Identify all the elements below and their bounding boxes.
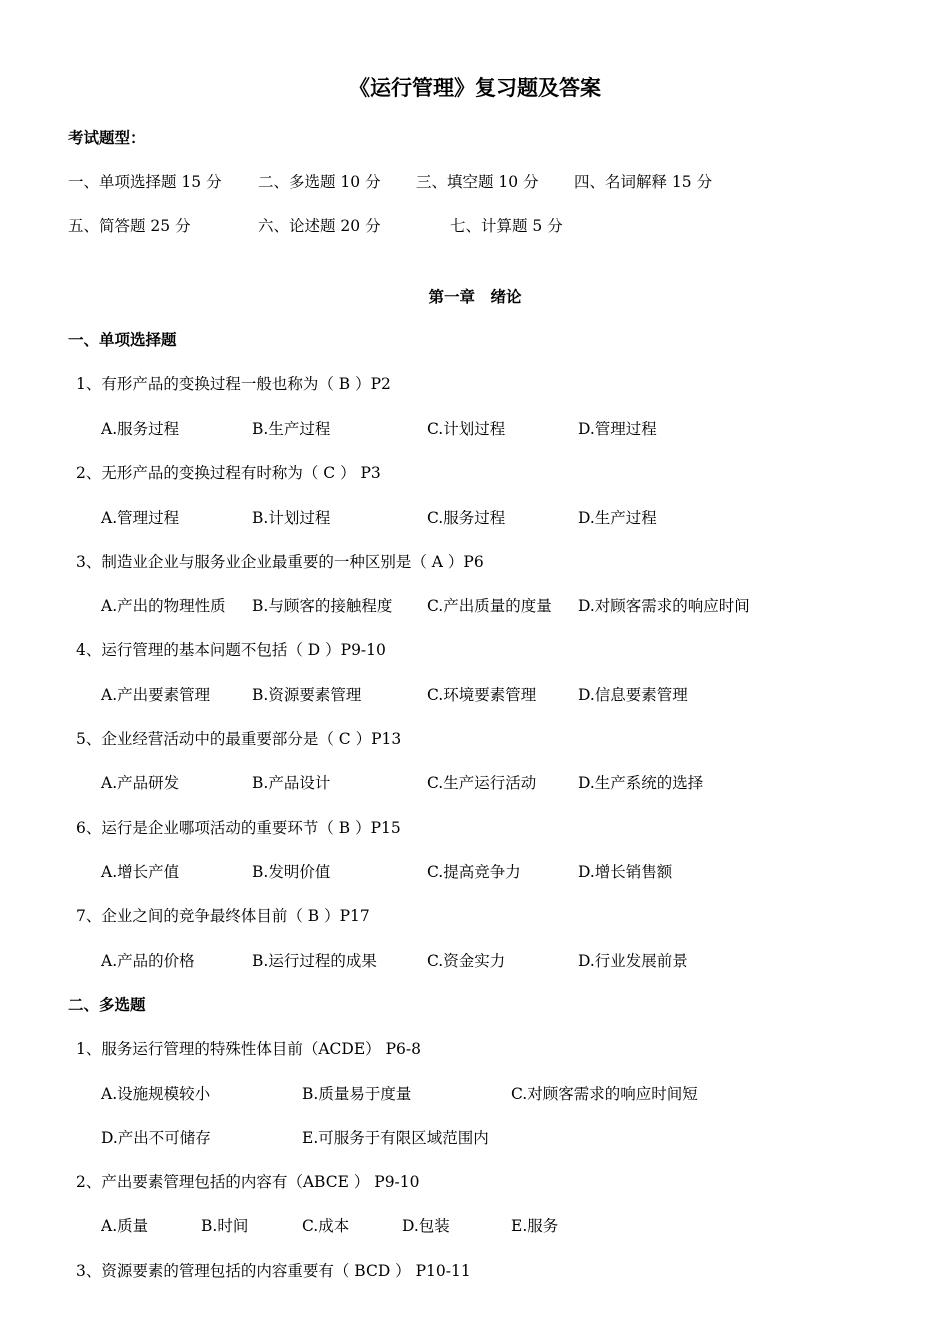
question: 7、企业之间的竞争最终体目前（ B ）P17 <box>76 907 370 925</box>
option: D.产出不可储存 <box>101 1129 211 1147</box>
option: D.生产系统的选择 <box>578 774 704 792</box>
option: A.产品研发 <box>101 774 180 792</box>
option: C.服务过程 <box>427 509 506 527</box>
exam-type-item: 一、单项选择题 15 分 <box>68 173 222 191</box>
exam-type-item: 二、多选题 10 分 <box>258 173 381 191</box>
chapter-heading: 第一章 绪论 <box>428 288 522 306</box>
option: C.环境要素管理 <box>427 686 537 704</box>
option: E.服务 <box>511 1217 559 1235</box>
option: D.包装 <box>402 1217 450 1235</box>
option: B.计划过程 <box>252 509 331 527</box>
option: D.对顾客需求的响应时间 <box>578 597 750 615</box>
option: C.资金实力 <box>427 952 506 970</box>
option: C.计划过程 <box>427 420 506 438</box>
option: B.与顾客的接触程度 <box>252 597 393 615</box>
option: D.增长销售额 <box>578 863 673 881</box>
option: B.产品设计 <box>252 774 331 792</box>
exam-type-item: 六、论述题 20 分 <box>258 217 381 235</box>
option: A.管理过程 <box>101 509 180 527</box>
option: D.信息要素管理 <box>578 686 688 704</box>
exam-type-item: 三、填空题 10 分 <box>416 173 539 191</box>
option: A.质量 <box>101 1217 149 1235</box>
exam-type-item: 四、名词解释 15 分 <box>574 173 713 191</box>
question: 2、产出要素管理包括的内容有（ABCE ） P9-10 <box>76 1173 420 1191</box>
option: C.对顾客需求的响应时间短 <box>511 1085 698 1103</box>
option: A.设施规模较小 <box>101 1085 211 1103</box>
question: 1、服务运行管理的特殊性体目前（ACDE） P6-8 <box>76 1040 421 1058</box>
option: C.成本 <box>302 1217 350 1235</box>
question: 3、制造业企业与服务业企业最重要的一种区别是（ A ）P6 <box>76 553 484 571</box>
question: 4、运行管理的基本问题不包括（ D ）P9-10 <box>76 641 386 659</box>
document-title: 《运行管理》复习题及答案 <box>349 76 601 100</box>
question: 6、运行是企业哪项活动的重要环节（ B ）P15 <box>76 819 401 837</box>
question: 5、企业经营活动中的最重要部分是（ C ）P13 <box>76 730 402 748</box>
exam-type-item: 七、计算题 5 分 <box>450 217 563 235</box>
option: E.可服务于有限区域范围内 <box>302 1129 489 1147</box>
option: C.提高竞争力 <box>427 863 521 881</box>
option: A.产出要素管理 <box>101 686 211 704</box>
question: 3、资源要素的管理包括的内容重要有（ BCD ） P10-11 <box>76 1262 471 1280</box>
question: 2、无形产品的变换过程有时称为（ C ） P3 <box>76 464 381 482</box>
section-heading: 二、多选题 <box>68 996 146 1014</box>
exam-types-heading: 考试题型： <box>68 129 146 147</box>
option: D.行业发展前景 <box>578 952 688 970</box>
option: C.产出质量的度量 <box>427 597 552 615</box>
option: B.生产过程 <box>252 420 331 438</box>
option: B.质量易于度量 <box>302 1085 412 1103</box>
question: 1、有形产品的变换过程一般也称为（ B ）P2 <box>76 375 391 393</box>
option: D.生产过程 <box>578 509 657 527</box>
option: B.发明价值 <box>252 863 331 881</box>
option: B.运行过程的成果 <box>252 952 377 970</box>
exam-type-item: 五、简答题 25 分 <box>68 217 191 235</box>
option: A.产品的价格 <box>101 952 195 970</box>
option: C.生产运行活动 <box>427 774 537 792</box>
section-heading: 一、单项选择题 <box>68 331 177 349</box>
option: B.时间 <box>201 1217 249 1235</box>
option: D.管理过程 <box>578 420 657 438</box>
option: A.服务过程 <box>101 420 180 438</box>
option: A.增长产值 <box>101 863 180 881</box>
option: B.资源要素管理 <box>252 686 362 704</box>
option: A.产出的物理性质 <box>101 597 226 615</box>
